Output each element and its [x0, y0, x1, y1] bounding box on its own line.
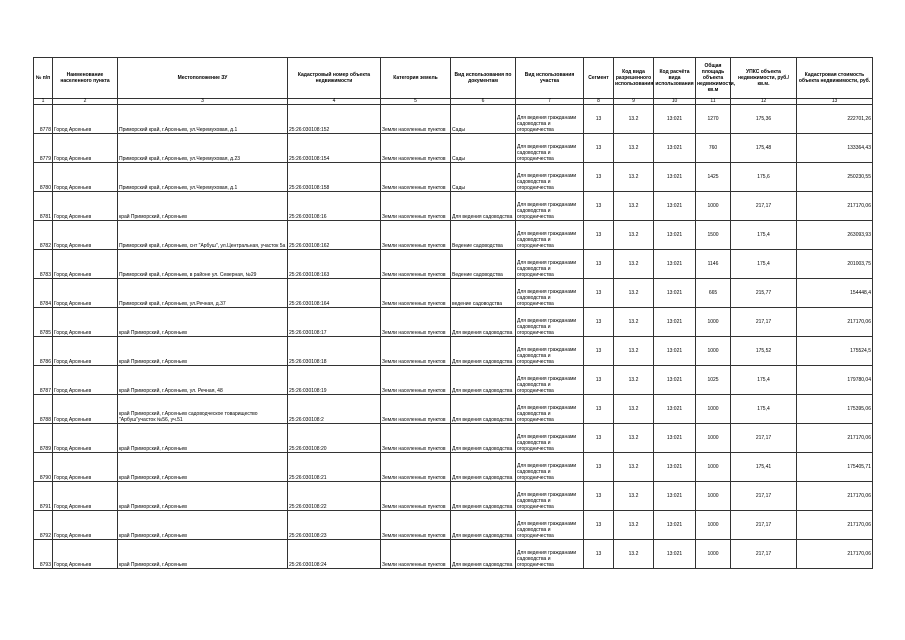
- cadastral-cost-cell: 263093,93: [797, 221, 873, 250]
- town-cell: Город Арсеньев: [53, 337, 118, 366]
- row-number: 8780: [34, 163, 53, 192]
- plot-use-cell: Для ведения гражданами садоводства и огородничества: [516, 163, 584, 192]
- cadastral-number-cell: 25:26:030108:152: [288, 105, 381, 134]
- segment-cell: 13: [584, 221, 614, 250]
- town-cell: Город Арсеньев: [53, 105, 118, 134]
- town-cell: Город Арсеньев: [53, 308, 118, 337]
- use-by-documents-cell: Сады: [451, 134, 516, 163]
- town-cell: Город Арсеньев: [53, 250, 118, 279]
- location-cell: край Приморский, г.Арсеньев садоводческое товарищество "Арбуш"участок №56, уч.51: [118, 395, 288, 424]
- header-cell-calc-code: Код расчёта вида использования: [654, 58, 696, 99]
- table-row: [34, 366, 873, 395]
- location-cell: Приморский край, г.Арсеньев, ул.Черемуховая, д.1: [118, 105, 288, 134]
- header-cell-use-by-documents: Вид использования по документам: [451, 58, 516, 99]
- calc-code-cell: 13:021: [654, 308, 696, 337]
- calc-code-cell: 13:021: [654, 163, 696, 192]
- segment-cell: 13: [584, 163, 614, 192]
- calc-code-cell: 13:021: [654, 221, 696, 250]
- cadastral-cost-cell: 201003,75: [797, 250, 873, 279]
- location-cell: Приморский край, г.Арсеньев, снт "Арбуш", ул.Центральная, участок 5а: [118, 221, 288, 250]
- land-category-cell: Земли населенных пунктов: [381, 221, 451, 250]
- location-cell: край Приморский, г.Арсеньев: [118, 453, 288, 482]
- cadastral-cost-cell: 175405,71: [797, 453, 873, 482]
- table-row: [34, 250, 873, 279]
- column-number: 3: [118, 99, 288, 105]
- calc-code-cell: 13:021: [654, 105, 696, 134]
- cadastral-number-cell: 25:26:030108:164: [288, 279, 381, 308]
- segment-cell: 13: [584, 134, 614, 163]
- plot-use-cell: Для ведения гражданами садоводства и огородничества: [516, 366, 584, 395]
- column-number: 9: [614, 99, 654, 105]
- calc-code-cell: 13:021: [654, 395, 696, 424]
- plot-use-cell: Для ведения гражданами садоводства и огородничества: [516, 279, 584, 308]
- table-row: [34, 105, 873, 134]
- calc-code-cell: 13:021: [654, 424, 696, 453]
- land-category-cell: Земли населенных пунктов: [381, 250, 451, 279]
- header-cell-land-category: Категория земель: [381, 58, 451, 99]
- column-number: 8: [584, 99, 614, 105]
- cadastral-cost-cell: 250230,55: [797, 163, 873, 192]
- table-header: [34, 58, 873, 105]
- calc-code-cell: 13:021: [654, 482, 696, 511]
- column-number: 13: [797, 99, 873, 105]
- location-cell: Приморский край, г.Арсеньев, ул.Черемуховая, д.23: [118, 134, 288, 163]
- land-category-cell: Земли населенных пунктов: [381, 163, 451, 192]
- cadastral-cost-cell: 175395,06: [797, 395, 873, 424]
- upks-cell: 217,17: [731, 192, 797, 221]
- cadastral-number-cell: 25:26:030108:163: [288, 250, 381, 279]
- permitted-use-code-cell: 13.2: [614, 163, 654, 192]
- table-row: [34, 163, 873, 192]
- segment-cell: 13: [584, 395, 614, 424]
- area-cell: 1000: [696, 424, 731, 453]
- header-cell-number: № п/п: [34, 58, 53, 99]
- calc-code-cell: 13:021: [654, 250, 696, 279]
- plot-use-cell: Для ведения гражданами садоводства и огородничества: [516, 540, 584, 569]
- area-cell: 1000: [696, 540, 731, 569]
- header-cell-area: Общая площадь объекта недвижимости, кв.м: [696, 58, 731, 99]
- plot-use-cell: Для ведения гражданами садоводства и огородничества: [516, 250, 584, 279]
- row-number: 8793: [34, 540, 53, 569]
- location-cell: Приморский край, г.Арсеньев, в районе ул. Северная, №29: [118, 250, 288, 279]
- header-cell-segment: Сегмент: [584, 58, 614, 99]
- location-cell: край Приморский, г.Арсеньев: [118, 511, 288, 540]
- row-number: 8784: [34, 279, 53, 308]
- land-category-cell: Земли населенных пунктов: [381, 134, 451, 163]
- segment-cell: 13: [584, 540, 614, 569]
- use-by-documents-cell: Сады: [451, 105, 516, 134]
- town-cell: Город Арсеньев: [53, 511, 118, 540]
- town-cell: Город Арсеньев: [53, 279, 118, 308]
- use-by-documents-cell: Для ведения садоводства: [451, 337, 516, 366]
- cadastral-cost-cell: 217170,06: [797, 482, 873, 511]
- permitted-use-code-cell: 13.2: [614, 105, 654, 134]
- use-by-documents-cell: Сады: [451, 163, 516, 192]
- permitted-use-code-cell: 13.2: [614, 453, 654, 482]
- calc-code-cell: 13:021: [654, 192, 696, 221]
- table-row: [34, 279, 873, 308]
- row-number: 8791: [34, 482, 53, 511]
- header-cell-permitted-use-code: Код вида разрешенного использования: [614, 58, 654, 99]
- location-cell: Приморский край, г.Арсеньев, ул.Черемуховая, д.1: [118, 163, 288, 192]
- row-number: 8778: [34, 105, 53, 134]
- calc-code-cell: 13:021: [654, 366, 696, 395]
- row-number: 8787: [34, 366, 53, 395]
- location-cell: Приморский край, г.Арсеньев, ул.Речная, д.37: [118, 279, 288, 308]
- cadastral-number-cell: 25:26:030108:24: [288, 540, 381, 569]
- permitted-use-code-cell: 13.2: [614, 511, 654, 540]
- location-cell: край Приморский, г.Арсеньев: [118, 308, 288, 337]
- cadastral-cost-cell: 175524,5: [797, 337, 873, 366]
- town-cell: Город Арсеньев: [53, 424, 118, 453]
- cadastral-cost-cell: 217170,06: [797, 540, 873, 569]
- cadastral-cost-cell: 133364,43: [797, 134, 873, 163]
- upks-cell: 175,41: [731, 453, 797, 482]
- permitted-use-code-cell: 13.2: [614, 192, 654, 221]
- land-category-cell: Земли населенных пунктов: [381, 105, 451, 134]
- table-row: [34, 424, 873, 453]
- row-number: 8781: [34, 192, 53, 221]
- plot-use-cell: Для ведения гражданами садоводства и огородничества: [516, 453, 584, 482]
- town-cell: Город Арсеньев: [53, 163, 118, 192]
- plot-use-cell: Для ведения гражданами садоводства и огородничества: [516, 511, 584, 540]
- land-category-cell: Земли населенных пунктов: [381, 482, 451, 511]
- table-row: [34, 395, 873, 424]
- permitted-use-code-cell: 13.2: [614, 395, 654, 424]
- permitted-use-code-cell: 13.2: [614, 250, 654, 279]
- segment-cell: 13: [584, 482, 614, 511]
- cadastral-cost-cell: 217170,06: [797, 192, 873, 221]
- use-by-documents-cell: Для ведения садоводства: [451, 395, 516, 424]
- upks-cell: 175,6: [731, 163, 797, 192]
- plot-use-cell: Для ведения гражданами садоводства и огородничества: [516, 482, 584, 511]
- upks-cell: 217,17: [731, 482, 797, 511]
- calc-code-cell: 13:021: [654, 279, 696, 308]
- upks-cell: 175,4: [731, 221, 797, 250]
- calc-code-cell: 13:021: [654, 337, 696, 366]
- plot-use-cell: Для ведения гражданами садоводства и огородничества: [516, 134, 584, 163]
- cadastral-number-cell: 25:26:030108:23: [288, 511, 381, 540]
- town-cell: Город Арсеньев: [53, 221, 118, 250]
- upks-cell: 175,4: [731, 250, 797, 279]
- calc-code-cell: 13:021: [654, 540, 696, 569]
- column-number: 5: [381, 99, 451, 105]
- permitted-use-code-cell: 13.2: [614, 279, 654, 308]
- area-cell: 760: [696, 134, 731, 163]
- table-row: [34, 540, 873, 569]
- cadastral-number-cell: 25:26:030108:22: [288, 482, 381, 511]
- location-cell: край Приморский, г.Арсеньев: [118, 482, 288, 511]
- upks-cell: 175,48: [731, 134, 797, 163]
- cadastral-number-cell: 25:26:030108:154: [288, 134, 381, 163]
- use-by-documents-cell: Ведение садоводства: [451, 221, 516, 250]
- land-category-cell: Земли населенных пунктов: [381, 308, 451, 337]
- row-number: 8779: [34, 134, 53, 163]
- cadastral-number-cell: 25:26:030108:17: [288, 308, 381, 337]
- land-category-cell: Земли населенных пунктов: [381, 453, 451, 482]
- cadastral-number-cell: 25:26:030108:16: [288, 192, 381, 221]
- town-cell: Город Арсеньев: [53, 192, 118, 221]
- permitted-use-code-cell: 13.2: [614, 424, 654, 453]
- location-cell: край Приморский, г.Арсеньев: [118, 424, 288, 453]
- table-row: [34, 482, 873, 511]
- area-cell: 1146: [696, 250, 731, 279]
- use-by-documents-cell: Для ведения садоводства: [451, 482, 516, 511]
- permitted-use-code-cell: 13.2: [614, 482, 654, 511]
- row-number: 8788: [34, 395, 53, 424]
- segment-cell: 13: [584, 337, 614, 366]
- plot-use-cell: Для ведения гражданами садоводства и огородничества: [516, 337, 584, 366]
- area-cell: 1000: [696, 482, 731, 511]
- land-category-cell: Земли населенных пунктов: [381, 424, 451, 453]
- use-by-documents-cell: Для ведения садоводства: [451, 540, 516, 569]
- area-cell: 1000: [696, 337, 731, 366]
- upks-cell: 217,17: [731, 424, 797, 453]
- table-body: [34, 105, 873, 569]
- area-cell: 1000: [696, 395, 731, 424]
- header-cell-cadastral-number: Кадастровый номер объекта недвижимости: [288, 58, 381, 99]
- segment-cell: 13: [584, 366, 614, 395]
- table-row: [34, 192, 873, 221]
- area-cell: 1000: [696, 308, 731, 337]
- cadastral-number-cell: 25:26:030108:19: [288, 366, 381, 395]
- segment-cell: 13: [584, 192, 614, 221]
- cadastral-number-cell: 25:26:030108:21: [288, 453, 381, 482]
- use-by-documents-cell: Для ведения садоводства: [451, 192, 516, 221]
- land-category-cell: Земли населенных пунктов: [381, 366, 451, 395]
- cadastral-value-table: [33, 57, 873, 569]
- area-cell: 1425: [696, 163, 731, 192]
- location-cell: край Приморский, г.Арсеньев, ул. Речная, 48: [118, 366, 288, 395]
- row-number: 8792: [34, 511, 53, 540]
- segment-cell: 13: [584, 424, 614, 453]
- header-row: [34, 58, 873, 99]
- header-cell-cadastral-cost: Кадастровая стоимость объекта недвижимости, руб.: [797, 58, 873, 99]
- plot-use-cell: Для ведения гражданами садоводства и огородничества: [516, 424, 584, 453]
- upks-cell: 217,17: [731, 511, 797, 540]
- calc-code-cell: 13:021: [654, 453, 696, 482]
- table-row: [34, 511, 873, 540]
- header-cell-town: Наименование населенного пункта: [53, 58, 118, 99]
- use-by-documents-cell: Для ведения садоводства: [451, 511, 516, 540]
- cadastral-number-cell: 25:26:030108:20: [288, 424, 381, 453]
- table-row: [34, 134, 873, 163]
- town-cell: Город Арсеньев: [53, 134, 118, 163]
- permitted-use-code-cell: 13.2: [614, 540, 654, 569]
- use-by-documents-cell: Ведение садоводства: [451, 250, 516, 279]
- segment-cell: 13: [584, 250, 614, 279]
- town-cell: Город Арсеньев: [53, 366, 118, 395]
- upks-cell: 175,4: [731, 366, 797, 395]
- plot-use-cell: Для ведения гражданами садоводства и огородничества: [516, 105, 584, 134]
- use-by-documents-cell: ведение садоводства: [451, 279, 516, 308]
- land-category-cell: Земли населенных пунктов: [381, 511, 451, 540]
- area-cell: 1000: [696, 511, 731, 540]
- segment-cell: 13: [584, 105, 614, 134]
- area-cell: 1000: [696, 192, 731, 221]
- cadastral-cost-cell: 222701,26: [797, 105, 873, 134]
- table-row: [34, 337, 873, 366]
- column-number: 12: [731, 99, 797, 105]
- town-cell: Город Арсеньев: [53, 453, 118, 482]
- location-cell: край Приморский, г.Арсеньев: [118, 192, 288, 221]
- town-cell: Город Арсеньев: [53, 540, 118, 569]
- plot-use-cell: Для ведения гражданами садоводства и огородничества: [516, 308, 584, 337]
- upks-cell: 217,17: [731, 308, 797, 337]
- town-cell: Город Арсеньев: [53, 395, 118, 424]
- cadastral-cost-cell: 154448,4: [797, 279, 873, 308]
- permitted-use-code-cell: 13.2: [614, 134, 654, 163]
- area-cell: 665: [696, 279, 731, 308]
- area-cell: 1000: [696, 453, 731, 482]
- segment-cell: 13: [584, 308, 614, 337]
- upks-cell: 175,52: [731, 337, 797, 366]
- permitted-use-code-cell: 13.2: [614, 308, 654, 337]
- column-number: 11: [696, 99, 731, 105]
- permitted-use-code-cell: 13.2: [614, 221, 654, 250]
- cadastral-cost-cell: 179780,04: [797, 366, 873, 395]
- land-category-cell: Земли населенных пунктов: [381, 279, 451, 308]
- location-cell: край Приморский, г.Арсеньев: [118, 337, 288, 366]
- use-by-documents-cell: Для ведения садоводства: [451, 308, 516, 337]
- row-number: 8786: [34, 337, 53, 366]
- column-number: 10: [654, 99, 696, 105]
- header-cell-location: Местоположение ЗУ: [118, 58, 288, 99]
- permitted-use-code-cell: 13.2: [614, 337, 654, 366]
- column-number: 4: [288, 99, 381, 105]
- plot-use-cell: Для ведения гражданами садоводства и огородничества: [516, 192, 584, 221]
- column-number: 2: [53, 99, 118, 105]
- land-category-cell: Земли населенных пунктов: [381, 192, 451, 221]
- header-cell-upks: УПКС объекта недвижимости, руб./кв.м.: [731, 58, 797, 99]
- cadastral-number-cell: 25:26:030108:162: [288, 221, 381, 250]
- cadastral-number-cell: 25:26:030108:18: [288, 337, 381, 366]
- land-category-cell: Земли населенных пунктов: [381, 540, 451, 569]
- town-cell: Город Арсеньев: [53, 482, 118, 511]
- plot-use-cell: Для ведения гражданами садоводства и огородничества: [516, 221, 584, 250]
- permitted-use-code-cell: 13.2: [614, 366, 654, 395]
- column-number: 6: [451, 99, 516, 105]
- table-row: [34, 308, 873, 337]
- land-category-cell: Земли населенных пунктов: [381, 395, 451, 424]
- cadastral-cost-cell: 217170,06: [797, 511, 873, 540]
- segment-cell: 13: [584, 279, 614, 308]
- land-category-cell: Земли населенных пунктов: [381, 337, 451, 366]
- row-number: 8785: [34, 308, 53, 337]
- calc-code-cell: 13:021: [654, 511, 696, 540]
- segment-cell: 13: [584, 511, 614, 540]
- segment-cell: 13: [584, 453, 614, 482]
- row-number: 8789: [34, 424, 53, 453]
- upks-cell: 175,4: [731, 395, 797, 424]
- calc-code-cell: 13:021: [654, 134, 696, 163]
- use-by-documents-cell: Для ведения садоводства: [451, 366, 516, 395]
- column-number: 7: [516, 99, 584, 105]
- header-cell-plot-use: Вид использования участка: [516, 58, 584, 99]
- cadastral-cost-cell: 217170,06: [797, 308, 873, 337]
- area-cell: 1270: [696, 105, 731, 134]
- area-cell: 1500: [696, 221, 731, 250]
- column-number: 1: [34, 99, 53, 105]
- use-by-documents-cell: Для ведения садоводства: [451, 453, 516, 482]
- upks-cell: 175,36: [731, 105, 797, 134]
- table-row: [34, 221, 873, 250]
- row-number: 8790: [34, 453, 53, 482]
- use-by-documents-cell: Для ведения садоводства: [451, 424, 516, 453]
- location-cell: край Приморский, г.Арсеньев: [118, 540, 288, 569]
- table-row: [34, 453, 873, 482]
- upks-cell: 217,17: [731, 540, 797, 569]
- row-number: 8783: [34, 250, 53, 279]
- area-cell: 1025: [696, 366, 731, 395]
- cadastral-cost-cell: 217170,06: [797, 424, 873, 453]
- plot-use-cell: Для ведения гражданами садоводства и огородничества: [516, 395, 584, 424]
- row-number: 8782: [34, 221, 53, 250]
- cadastral-number-cell: 25:26:030108:2: [288, 395, 381, 424]
- cadastral-number-cell: 25:26:030108:158: [288, 163, 381, 192]
- upks-cell: 215,77: [731, 279, 797, 308]
